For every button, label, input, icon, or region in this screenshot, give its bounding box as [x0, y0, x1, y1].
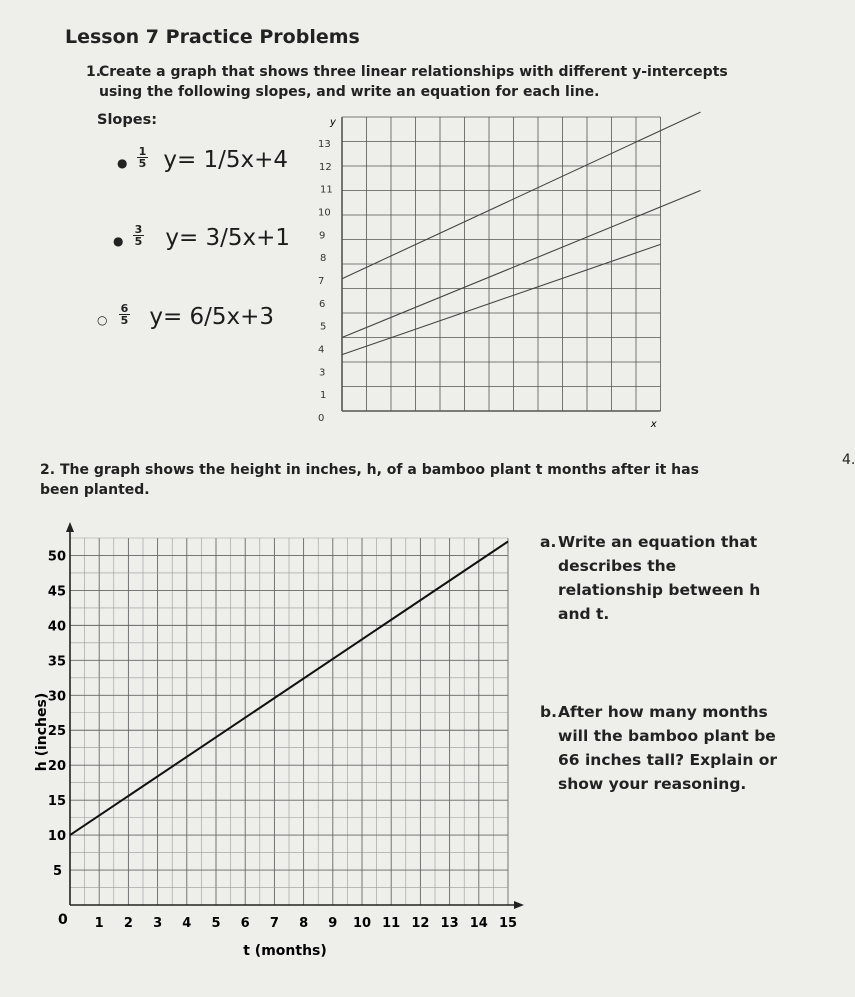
handwritten-equation-3: y= 6/5x+3 [149, 304, 275, 330]
question-2b-letter: b. [540, 703, 557, 721]
chart-y-tick-label: 5 [52, 864, 62, 880]
chart-x-axis-arrow [514, 901, 524, 909]
p1-handwritten-tick: 4 [318, 344, 325, 356]
page-title: Lesson 7 Practice Problems [65, 26, 360, 48]
p1-handwritten-tick: 0 [318, 413, 325, 424]
p1-handwritten-tick: 3 [319, 367, 326, 379]
chart-y-tick-label: 45 [47, 584, 66, 600]
bamboo-chart [0, 520, 530, 970]
chart-y-axis-arrow [66, 522, 74, 532]
p1-line-low [342, 244, 661, 354]
handwritten-equation-1: y= 1/5x+4 [163, 147, 289, 173]
bullet-icon: ● [113, 234, 124, 248]
problem-1-number: 1. [86, 64, 102, 80]
question-2a [540, 530, 780, 626]
slope-fraction-2: $\frac{3}{5}$ [134, 223, 143, 248]
chart-y-tick-label: 35 [47, 654, 66, 670]
slope-fraction-1: $\frac{1}{5}$ [138, 145, 147, 170]
slope-item-1 [117, 146, 288, 173]
chart-x-tick-label: 3 [153, 916, 163, 931]
p1-y-axis-label: y [330, 117, 336, 128]
chart-x-tick-label: 5 [211, 916, 221, 931]
chart-y-tick-label: 20 [47, 759, 66, 775]
slope-item-2 [113, 224, 290, 251]
bullet-icon: ○ [97, 313, 108, 327]
chart-y-tick-label: 25 [47, 724, 66, 740]
p1-handwritten-tick: 1 [320, 390, 327, 402]
bullet-icon: ● [117, 156, 128, 170]
chart-x-tick-label: 10 [352, 916, 372, 931]
chart-x-axis-label: t (months) [243, 943, 327, 959]
chart-x-tick-label: 13 [440, 916, 459, 931]
chart-y-tick-label: 30 [47, 689, 66, 705]
slope-fraction-3: $\frac{6}{5}$ [120, 302, 129, 327]
p1-handwritten-tick: 8 [320, 253, 327, 265]
problem-1-grid [300, 105, 720, 435]
p1-handwritten-tick: 10 [318, 207, 331, 219]
chart-axes [66, 522, 524, 909]
problem-1-text: Create a graph that shows three linear relationships with different y-intercepts using the following slopes, and write an equation for each line. [99, 64, 728, 100]
chart-x-tick-label: 1 [94, 916, 104, 931]
chart-y-axis-label: h (inches) [34, 692, 50, 772]
problem-2-text: The graph shows the height in inches, h, of a bamboo plant t months after it has been planted. [40, 462, 699, 498]
chart-y-tick-label: 50 [47, 549, 66, 565]
problem-2-number: 2. [40, 462, 56, 478]
chart-x-ticks [95, 916, 517, 931]
handwritten-equation-2: y= 3/5x+1 [165, 225, 291, 251]
p1-handwritten-ticks [318, 139, 333, 424]
chart-x-tick-label: 7 [269, 916, 279, 931]
p1-gridlines [342, 117, 661, 411]
p1-handwritten-tick: 7 [318, 276, 325, 287]
chart-x-tick-label: 15 [498, 916, 518, 931]
question-2a-text: Write an equation that describes the relationship between h and t. [558, 533, 761, 623]
p1-handwritten-tick: 11 [320, 184, 333, 196]
chart-x-tick-label: 12 [411, 916, 430, 931]
chart-x-tick-label: 9 [328, 916, 338, 931]
chart-y-tick-label: 10 [47, 829, 66, 845]
chart-x-tick-label: 6 [240, 916, 250, 931]
slopes-label: Slopes: [97, 112, 158, 128]
p1-handwritten-tick: 13 [318, 139, 331, 150]
chart-origin-label: 0 [58, 912, 68, 928]
p1-drawn-lines [342, 112, 701, 355]
chart-x-tick-label: 11 [382, 916, 401, 931]
p1-handwritten-tick: 9 [319, 230, 326, 242]
margin-number: 4. [842, 452, 855, 468]
problem-2-prompt [40, 460, 740, 500]
problem-1-prompt [86, 62, 746, 102]
chart-y-tick-label: 40 [47, 619, 66, 635]
chart-x-tick-label: 2 [123, 916, 133, 931]
question-2b-text: After how many months will the bamboo plant be 66 inches tall? Explain or show your reasoning. [558, 703, 778, 793]
chart-gridlines [70, 538, 508, 905]
slope-item-3 [97, 303, 274, 330]
p1-x-axis-label: x [650, 419, 657, 430]
chart-x-tick-label: 14 [469, 916, 488, 931]
p1-handwritten-tick: 5 [320, 321, 327, 333]
p1-handwritten-tick: 12 [319, 161, 332, 173]
chart-x-tick-label: 4 [182, 916, 192, 931]
question-2a-letter: a. [540, 533, 557, 551]
chart-y-ticks [48, 549, 66, 879]
question-2b [540, 700, 780, 796]
chart-y-tick-label: 15 [47, 794, 66, 810]
p1-line-steep [342, 112, 701, 279]
chart-x-tick-label: 8 [299, 916, 309, 931]
p1-handwritten-tick: 6 [319, 298, 326, 310]
